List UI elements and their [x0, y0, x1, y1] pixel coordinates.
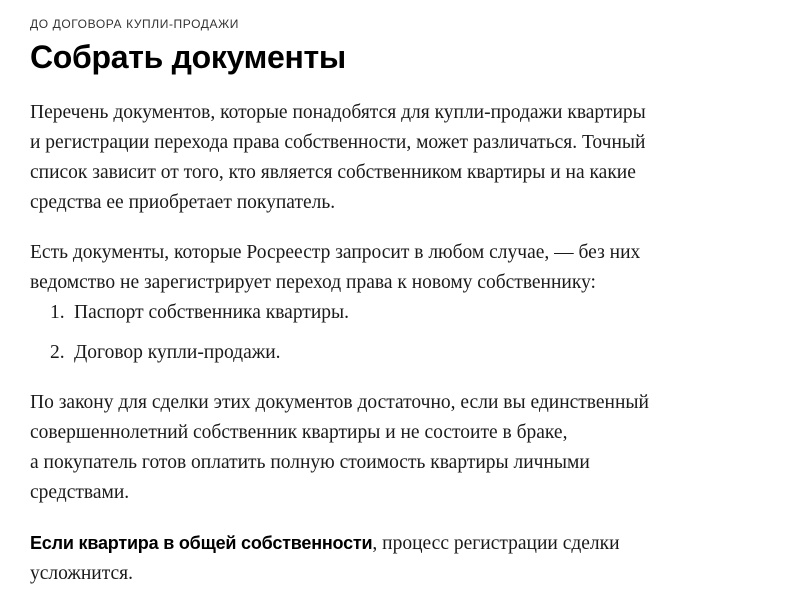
text-line: совершеннолетний собственник квартиры и не состоите в браке, — [30, 422, 568, 443]
list-item-text: Договор купли-продажи. — [74, 342, 281, 363]
list-number: 1. — [50, 302, 65, 323]
page-title: Собрать документы — [30, 39, 346, 75]
text-line: средствами. — [30, 482, 130, 503]
list-item — [30, 338, 770, 368]
paragraph-shared-ownership — [30, 528, 770, 589]
text-line — [30, 528, 770, 559]
bold-lead: Если квартира в общей собственности — [30, 533, 373, 553]
list-item-text: Паспорт собственника квартиры. — [74, 302, 349, 323]
text-line: список зависит от того, кто является собственником квартиры и на какие — [30, 162, 636, 183]
required-docs-list — [30, 298, 770, 368]
article-body — [30, 98, 770, 609]
paragraph-law — [30, 388, 770, 508]
text-line: и регистрации перехода права собственности, может различаться. Точный — [30, 132, 646, 153]
section-kicker: ДО ДОГОВОРА КУПЛИ-ПРОДАЖИ — [30, 17, 240, 31]
paragraph-intro — [30, 98, 770, 218]
text-rest: , процесс регистрации сделки — [372, 533, 620, 554]
text-line: а покупатель готов оплатить полную стоимость квартиры личными — [30, 452, 590, 473]
list-number: 2. — [50, 342, 65, 363]
text-line: По закону для сделки этих документов достаточно, если вы единственный — [30, 392, 649, 413]
list-item — [30, 298, 770, 328]
paragraph-required-docs — [30, 238, 770, 298]
text-line: средства ее приобретает покупатель. — [30, 192, 336, 213]
text-line: Перечень документов, которые понадобятся для купли-продажи квартиры — [30, 102, 646, 123]
text-line: Есть документы, которые Росреестр запросит в любом случае, — без них — [30, 242, 641, 263]
text-line: усложнится. — [30, 563, 134, 584]
text-line: ведомство не зарегистрирует переход права к новому собственнику: — [30, 272, 596, 293]
